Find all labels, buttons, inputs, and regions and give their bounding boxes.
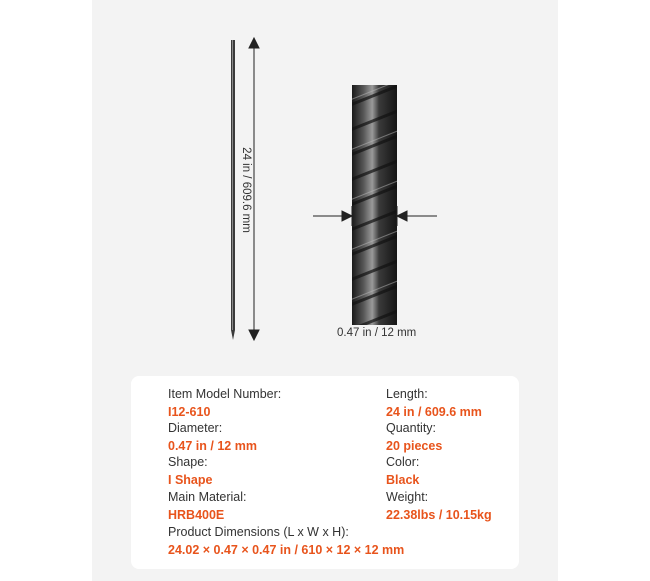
spec-product-dimensions xyxy=(168,524,404,558)
spec-label: Shape: xyxy=(168,455,208,469)
spec-diameter xyxy=(168,420,257,454)
thin-rebar-icon xyxy=(231,40,235,340)
spec-value: I12-610 xyxy=(168,405,211,419)
spec-shape xyxy=(168,454,212,488)
spec-label: Weight: xyxy=(386,490,429,504)
diameter-dimension-label: 0.47 in / 12 mm xyxy=(337,327,417,339)
spec-value: 0.47 in / 12 mm xyxy=(168,439,257,453)
spec-value: Black xyxy=(386,473,420,487)
spec-value: HRB400E xyxy=(168,508,225,522)
spec-label: Main Material: xyxy=(168,490,247,504)
spec-value: I Shape xyxy=(168,473,213,487)
spec-color xyxy=(386,454,419,488)
spec-label: Color: xyxy=(386,455,420,469)
spec-main-material xyxy=(168,489,247,523)
spec-value: 20 pieces xyxy=(386,439,443,453)
spec-label: Item Model Number: xyxy=(168,387,282,401)
spec-value: 24.02 × 0.47 × 0.47 in / 610 × 12 × 12 mm xyxy=(168,543,405,557)
rebar-closeup-icon xyxy=(350,80,400,330)
spec-weight xyxy=(386,489,492,523)
specifications-card xyxy=(131,376,519,569)
spec-value: 24 in / 609.6 mm xyxy=(386,405,482,419)
spec-label: Product Dimensions (L x W x H): xyxy=(168,525,349,539)
spec-quantity xyxy=(386,420,442,454)
spec-model-number xyxy=(168,386,281,420)
spec-length xyxy=(386,386,482,420)
spec-value: 22.38lbs / 10.15kg xyxy=(386,508,492,522)
spec-label: Length: xyxy=(386,387,428,401)
spec-label: Quantity: xyxy=(386,421,437,435)
spec-label: Diameter: xyxy=(168,421,223,435)
length-dimension-label: 24 in / 609.6 mm xyxy=(240,147,252,233)
